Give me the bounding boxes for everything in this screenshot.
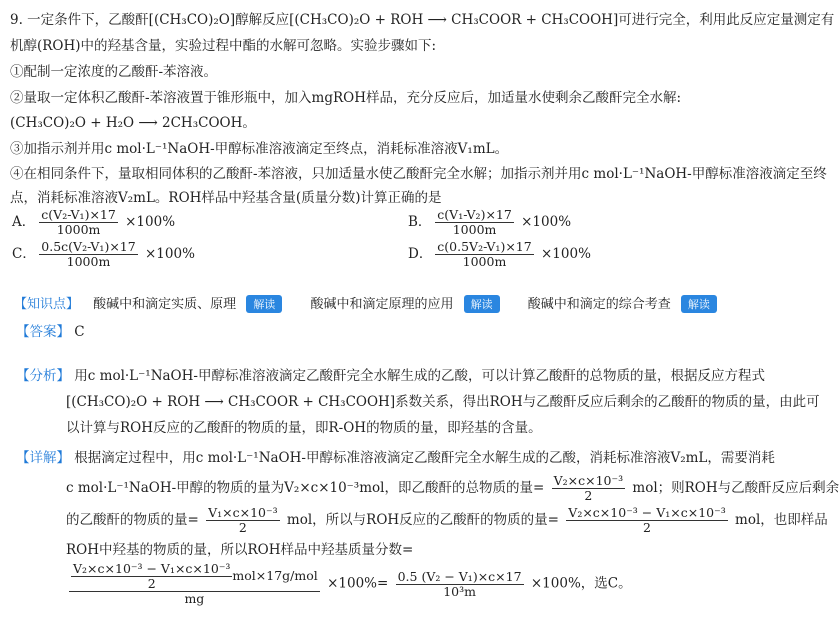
detail-final-formula: $\frac{\text{V₂×c×10⁻³ − V₁×c×10⁻³}}{2}$ mol×17g/mol mg ×100%= $\frac{\text{0.5 (V₂ − V₁)×c×17}}{\text{10³m}}$ ×100%，选C。	[66, 562, 632, 606]
analysis-line-3: 以计算与ROH反应的乙酸酐的物质的量，即R-OH的物质的量，即羟基的含量。	[66, 420, 542, 436]
interpret-button-2[interactable]: 解读	[464, 295, 500, 313]
option-a[interactable]: A． $\frac{\text{c(V₂-V₁)×17}}{1000m}$ ×100%	[12, 207, 176, 237]
option-c[interactable]: C． $\frac{\text{0.5c(V₂-V₁)×17}}{1000m}$ ×100%	[12, 239, 195, 269]
knowledge-points	[14, 293, 741, 313]
detail-line-1: 【详解】 根据滴定过程中，用c mol·L⁻¹NaOH-甲醇标准溶液滴定乙酸酐完全水解生成的乙酸，消耗标准溶液V₂mL，需要消耗	[16, 450, 775, 466]
knowledge-point-2: 酸碱中和滴定原理的应用	[310, 297, 454, 312]
knowledge-point-3: 酸碱中和滴定的综合考查	[527, 297, 671, 312]
step-2-equation: (CH₃CO)₂O + H₂O ⟶ 2CH₃COOH。	[10, 115, 256, 131]
detail-line-3: 的乙酸酐的物质的量= $\frac{\text{V₁×c×10⁻³}}{2}$ mol，所以与ROH反应的乙酸酐的物质的量= $\frac{\text{V₂×c×10⁻³ − V₁×c×10⁻³}}{2}$ mol，也即样品	[66, 505, 828, 535]
detail-line-4: ROH中羟基的物质的量，所以ROH样品中羟基质量分数=	[66, 542, 414, 558]
step-4-line-1: ④在相同条件下，量取相同体积的乙酸酐-苯溶液，只加适量水使乙酸酐完全水解；加指示剂并用c mol·L⁻¹NaOH-甲醇标准溶液滴定至终	[10, 166, 827, 182]
option-d[interactable]: D． $\frac{\text{c(0.5V₂-V₁)×17}}{1000m}$ ×100%	[408, 239, 591, 269]
knowledge-label: 【知识点】	[14, 297, 80, 312]
option-b[interactable]: B． $\frac{\text{c(V₁-V₂)×17}}{1000m}$ ×100%	[408, 207, 572, 237]
step-2: ②量取一定体积乙酸酐-苯溶液置于锥形瓶中，加入mgROH样品，充分反应后，加适量水使剩余乙酸酐完全水解:	[10, 90, 682, 106]
step-1: ①配制一定浓度的乙酸酐-苯溶液。	[10, 64, 218, 80]
question-stem-line-1: 9. 一定条件下，乙酸酐[(CH₃CO)₂O]醇解反应[(CH₃CO)₂O + ROH ⟶ CH₃COOR + CH₃COOH]可进行完全，利用此反应定量测定有	[10, 12, 835, 28]
analysis-label: 【分析】	[16, 368, 70, 384]
analysis-line-2: [(CH₃CO)₂O + ROH ⟶ CH₃COOR + CH₃COOH]系数关系，得出ROH与乙酸酐反应后剩余的乙酸酐的物质的量，由此可	[66, 394, 820, 410]
answer-value: C	[74, 324, 85, 340]
step-4-line-2: 点，消耗标准溶液V₂mL。ROH样品中羟基含量(质量分数)计算正确的是	[10, 190, 442, 206]
answer-row	[16, 320, 85, 344]
knowledge-point-1: 酸碱中和滴定实质、原理	[93, 297, 237, 312]
answer-label: 【答案】	[16, 324, 70, 340]
interpret-button-3[interactable]: 解读	[681, 295, 717, 313]
detail-label: 【详解】	[16, 450, 70, 466]
analysis-line-1: 【分析】 用c mol·L⁻¹NaOH-甲醇标准溶液滴定乙酸酐完全水解生成的乙酸，可以计算乙酸酐的总物质的量，根据反应方程式	[16, 368, 765, 384]
question-stem-line-2: 机醇(ROH)中的羟基含量，实验过程中酯的水解可忽略。实验步骤如下:	[10, 38, 437, 54]
interpret-button-1[interactable]: 解读	[246, 295, 282, 313]
step-3: ③加指示剂并用c mol·L⁻¹NaOH-甲醇标准溶液滴定至终点，消耗标准溶液V₁mL。	[10, 141, 509, 157]
detail-line-2: c mol·L⁻¹NaOH-甲醇的物质的量为V₂×c×10⁻³mol，即乙酸酐的总物质的量= $\frac{\text{V₂×c×10⁻³}}{2}$ mol；则ROH与乙酸酐反应后剩余	[66, 473, 839, 503]
